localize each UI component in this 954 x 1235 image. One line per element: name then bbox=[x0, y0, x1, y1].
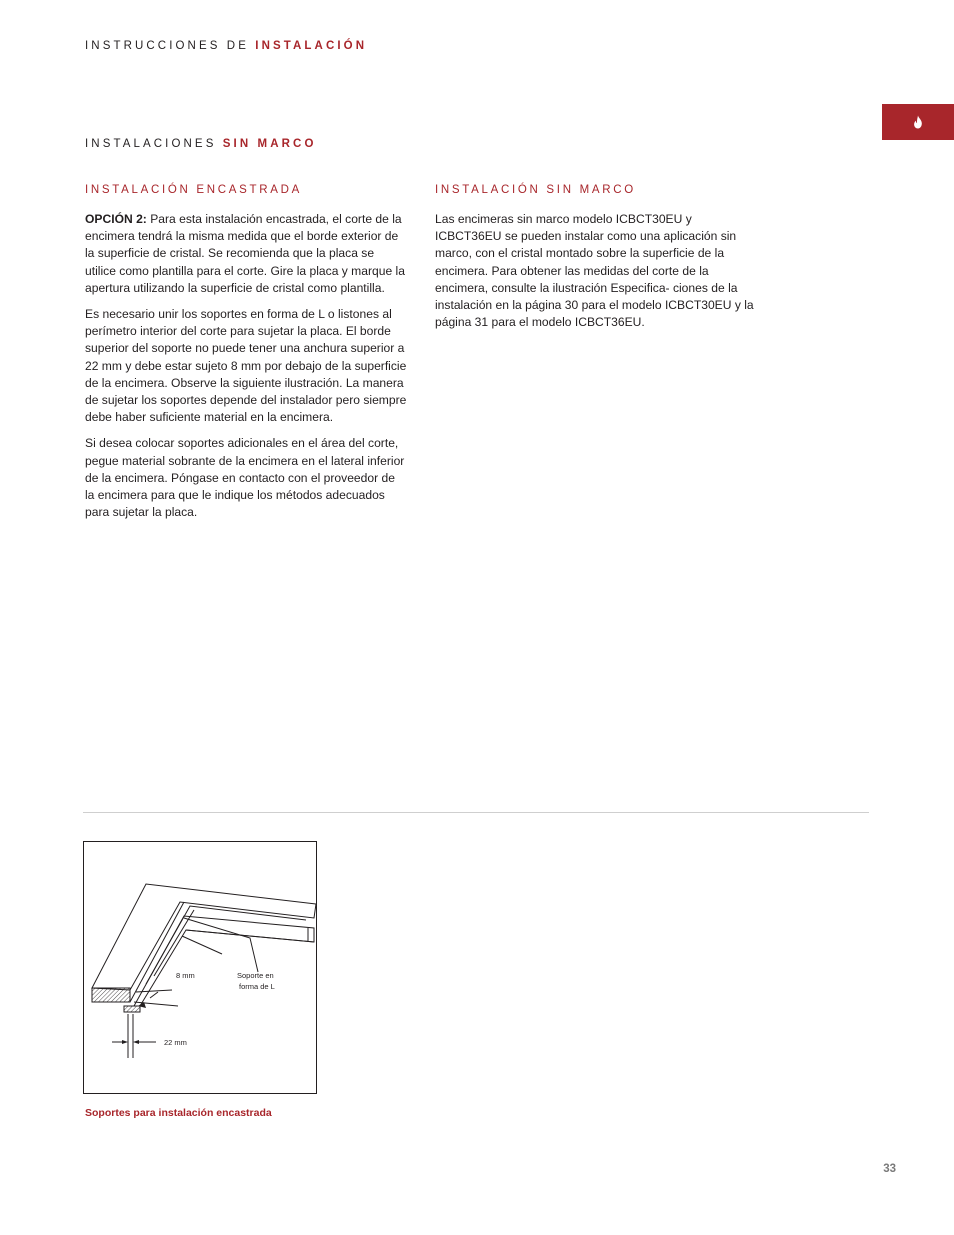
bracket-illustration bbox=[84, 842, 316, 1093]
figure-frame bbox=[83, 841, 317, 1094]
label-bracket-line1: Soporte en bbox=[237, 971, 274, 980]
left-column-body bbox=[85, 211, 407, 530]
section-title bbox=[85, 138, 317, 150]
right-column-body bbox=[435, 211, 755, 340]
running-header bbox=[85, 40, 367, 52]
page-number: 33 bbox=[883, 1163, 896, 1175]
left-column-heading: INSTALACIÓN ENCASTRADA bbox=[85, 184, 303, 196]
flame-icon bbox=[912, 115, 924, 129]
header-accent: INSTALACIÓN bbox=[255, 40, 368, 52]
option-label: OPCIÓN 2: bbox=[85, 212, 147, 226]
option-text: Para esta instalación encastrada, el corte de la encimera tendrá la misma medida que el borde exterior de la superficie de cristal. Se recomienda que la placa se utilice como plantilla para el corte. Gire la placa y marque la apertura utilizando la superficie de cristal como plantilla. bbox=[85, 212, 405, 295]
label-8mm: 8 mm bbox=[176, 971, 195, 980]
divider bbox=[83, 812, 869, 813]
paragraph-additional-supports: Si desea colocar soportes adicionales en el área del corte, pegue material sobrante de la encimera en el lateral inferior de la encimera. Póngase en contacto con el proveedor de la encimera para que le indique los métodos adecuados para sujetar la placa. bbox=[85, 436, 405, 520]
section-title-prefix: INSTALACIONES bbox=[85, 138, 217, 150]
paragraph-frameless: Las encimeras sin marco modelo ICBCT30EU y ICBCT36EU se pueden instalar como una aplicación sin marco, con el cristal montado sobre la superficie de la encimera. Para obtener las medidas del corte de la encimera, consulte la ilustración Especifica- ciones de la instalación en la página 30 para el modelo ICBCT30EU y la página 31 para el modelo ICBCT36EU. bbox=[435, 212, 754, 330]
header-prefix: INSTRUCCIONES DE bbox=[85, 40, 249, 52]
paragraph-option-2 bbox=[85, 211, 407, 297]
label-bracket-line2: forma de L bbox=[239, 982, 275, 991]
figure-caption: Soportes para instalación encastrada bbox=[85, 1107, 272, 1119]
right-column-heading: INSTALACIÓN SIN MARCO bbox=[435, 184, 636, 196]
section-title-accent: SIN MARCO bbox=[222, 138, 317, 150]
paragraph-brackets: Es necesario unir los soportes en forma de L o listones al perímetro interior del corte para sujetar la placa. El borde superior del soporte no puede tener una anchura superior a 22 mm y debe estar sujeto 8 mm por debajo de la superficie de la encimera. Observe la siguiente ilustración. La manera de sujetar los soportes depende del instalador pero siempre debe haber suficiente material en la encimera. bbox=[85, 307, 407, 425]
section-tab bbox=[882, 104, 954, 140]
label-22mm: 22 mm bbox=[164, 1038, 187, 1047]
